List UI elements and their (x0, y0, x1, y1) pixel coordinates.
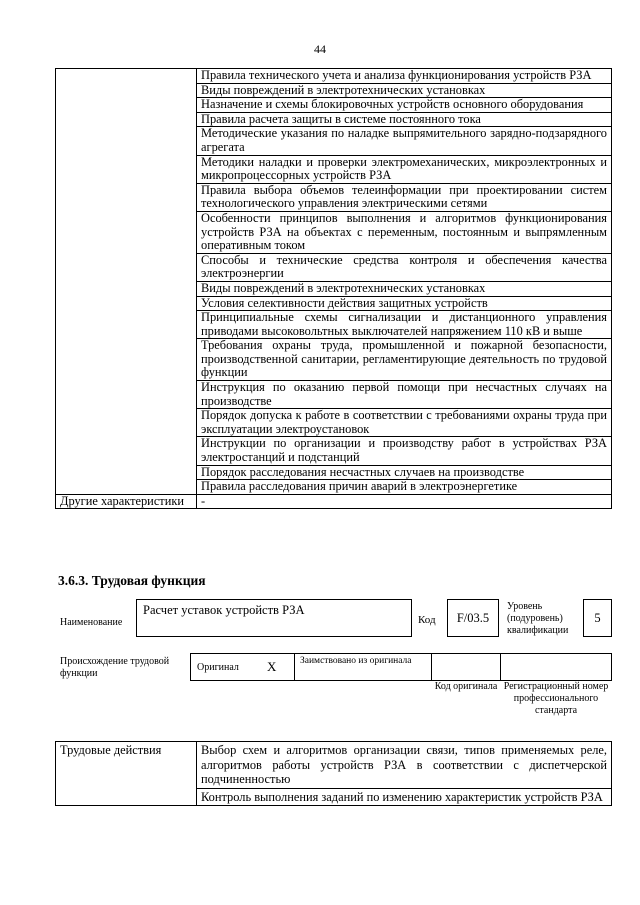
borrowed-label: Заимствовано из оригинала (300, 656, 412, 666)
knowledge-item: Методические указания по наладке выпрямительного зарядно-подзарядного агрегата (197, 127, 612, 155)
knowledge-item: Порядок расследования несчастных случаев на производстве (197, 465, 612, 480)
code-original-cell (431, 653, 501, 681)
function-name-field (136, 599, 412, 637)
borrowed-cell (294, 653, 432, 681)
page-number: 44 (314, 42, 326, 56)
original-cell (190, 653, 295, 681)
knowledge-item: Правила технического учета и анализа функционирования устройств РЗА (197, 69, 612, 84)
knowledge-item: Инструкция по оказанию первой помощи при несчастных случаях на производстве (197, 381, 612, 409)
knowledge-table (55, 68, 612, 509)
knowledge-item: Принципиальные схемы сигнализации и дистанционного управления приводами высоковольтных выключателей напряжением 110 кВ и выше (197, 311, 612, 339)
code-value: F/03.5 (456, 610, 490, 625)
reg-number-cell (500, 653, 612, 681)
function-name-value: Расчет уставок устройств РЗА (143, 603, 305, 617)
section-title: 3.6.3. Трудовая функция (58, 573, 206, 588)
knowledge-item: Виды повреждений в электротехнических установках (197, 281, 612, 296)
table-row (56, 494, 612, 509)
knowledge-item: Правила расследования причин аварий в электроэнергетике (197, 480, 612, 495)
knowledge-item: Методики наладки и проверки электромеханических, микроэлектронных и микропроцессорных устройств РЗА (197, 155, 612, 183)
actions-table (55, 741, 612, 806)
original-mark: X (267, 659, 277, 674)
code-value-field (447, 599, 499, 637)
knowledge-item: Инструкции по организации и производству работ в устройствах РЗА электростанций и подстанций (197, 437, 612, 465)
knowledge-item: Условия селективности действия защитных устройств (197, 296, 612, 311)
name-label: Наименование (60, 617, 123, 628)
knowledge-item: Способы и технические средства контроля и обеспечения качества электроэнергии (197, 253, 612, 281)
level-value: 5 (594, 610, 601, 625)
knowledge-item: Правила выбора объемов телеинформации при проектировании систем технологического управления электрическими сетями (197, 183, 612, 211)
knowledge-item: Особенности принципов выполнения и алгоритмов функционирования устройств РЗА на объектах с переменным, постоянным и выпрямленным оперативным током (197, 211, 612, 253)
action-item: Выбор схем и алгоритмов организации связи, типов применяемых реле, алгоритмов работы устройств РЗА в соответствии с диспетчерской подчиненностью (197, 742, 612, 789)
other-characteristics-label: Другие характеристики (56, 494, 197, 509)
level-value-field (583, 599, 612, 637)
original-label: Оригинал (197, 662, 239, 673)
action-item: Контроль выполнения заданий по изменению характеристик устройств РЗА (197, 788, 612, 806)
knowledge-label-cell (56, 69, 197, 495)
actions-label: Трудовые действия (56, 742, 197, 806)
level-label: Уровень (подуровень) квалификации (507, 601, 569, 636)
knowledge-item: Требования охраны труда, промышленной и пожарной безопасности, производственной санитарии, регламентирующие деятельность по трудовой функции (197, 339, 612, 381)
code-label: Код (418, 614, 436, 626)
origin-label: Происхождение трудовой функции (60, 656, 170, 679)
knowledge-item: Порядок допуска к работе в соответствии с требованиями охраны труда при эксплуатации электроустановок (197, 409, 612, 437)
other-characteristics-value: - (197, 494, 612, 509)
table-row (56, 742, 612, 789)
knowledge-item: Правила расчета защиты в системе постоянного тока (197, 112, 612, 127)
table-row (56, 69, 612, 84)
code-original-label: Код оригинала (434, 681, 498, 692)
knowledge-item: Виды повреждений в электротехнических установках (197, 83, 612, 98)
knowledge-item: Назначение и схемы блокировочных устройств основного оборудования (197, 98, 612, 113)
reg-number-label: Регистрационный номер профессионального стандарта (503, 681, 609, 716)
